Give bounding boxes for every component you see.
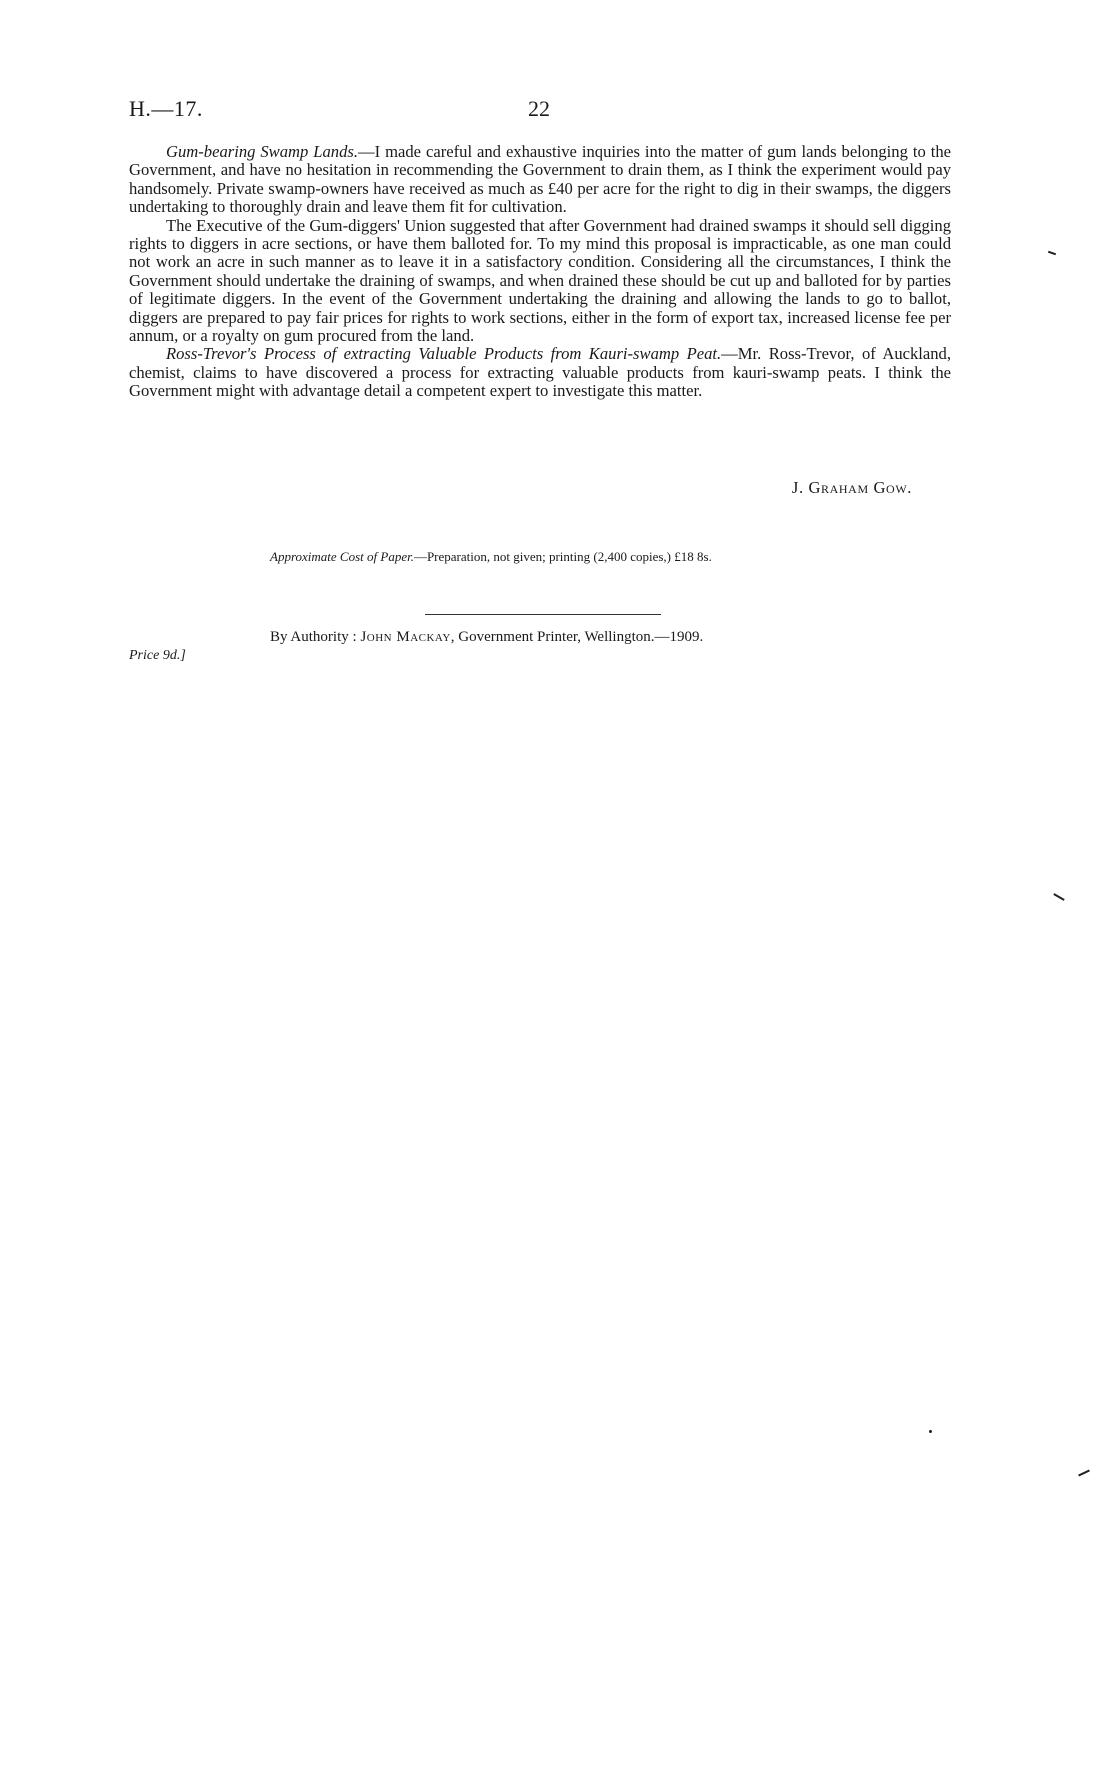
paragraph-heading: Gum-bearing Swamp Lands. (166, 142, 359, 161)
paragraph-heading: Ross-Trevor's Process of extracting Valuable Products from Kauri-swamp Peat. (166, 344, 722, 364)
printer-imprint (270, 629, 703, 646)
price-line: Price 9d.] (129, 648, 186, 663)
scan-speck (1053, 893, 1064, 901)
paragraph-text: —Mr. Ross-Trevor, of Auckland, chemist, claims to have discovered a process for extracting valuable products from kauri-swamp peats. I think the Government might with advantage detail a competent expert to investigate this matter. (129, 344, 951, 401)
paragraph-ross-trevor-process (129, 345, 951, 400)
series-number: H.—17. (129, 96, 203, 121)
imprint-suffix: , Government Printer, Wellington.—1909. (450, 629, 704, 645)
page-number: 22 (528, 96, 550, 121)
paragraph-text: The Executive of the Gum-diggers' Union suggested that after Government had drained swamps it should sell digging rights to diggers in acre sections, or have them balloted for. To my mind this proposal is impracticable, as one man could not work an acre in such manner as to leave it in a satisfactory condition. Considering all the circumstances, I think the Government should undertake the draining of swamps, and when drained these should be cut up and balloted for by parties of legitimate diggers. In the event of the Government undertaking the draining and allowing the lands to go to ballot, diggers are prepared to pay fair prices for rights to work sections, either in the form of export tax, increased license fee per annum, or a royalty on gum procured from the land. (129, 215, 951, 346)
scan-speck (929, 1430, 932, 1433)
divider-rule (425, 614, 661, 615)
cost-label: Approximate Cost of Paper. (270, 549, 414, 564)
approximate-cost-line (270, 549, 712, 565)
imprint-prefix: By Authority : (270, 629, 361, 645)
paragraph-gum-bearing-swamp-lands (129, 143, 951, 217)
cost-text: —Preparation, not given; printing (2,400 copies,) £18 8s. (413, 549, 712, 564)
printer-name: John Mackay (360, 629, 451, 645)
scan-speck (1078, 1470, 1090, 1477)
report-body (129, 143, 951, 401)
scan-speck (1048, 251, 1056, 256)
paragraph-text: —I made careful and exhaustive inquiries into the matter of gum lands belonging to the Government, and have no hesitation in recommending the Government to drain them, as I think the experiment would pay handsomely. Private swamp-owners have received as much as £40 per acre for the right to dig in their swamps, the diggers undertaking to thoroughly drain and leave them fit for cultivation. (129, 142, 952, 217)
paragraph-gum-diggers-union (129, 217, 951, 346)
signature: J. Graham Gow. (791, 478, 912, 497)
